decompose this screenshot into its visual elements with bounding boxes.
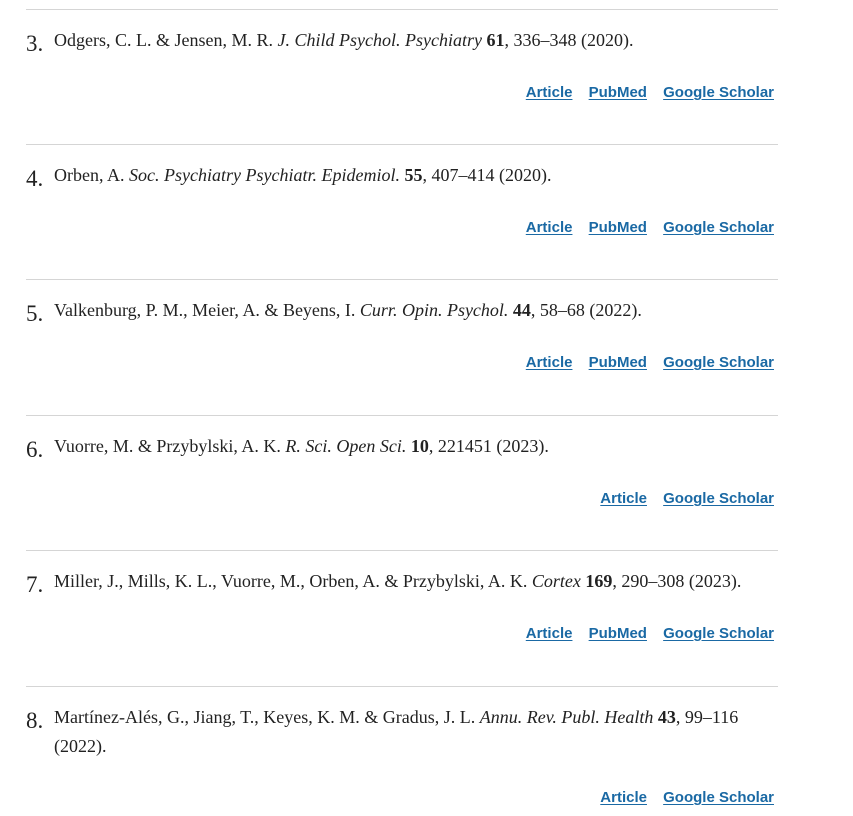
article-link[interactable]: Article: [600, 490, 647, 507]
citation-volume: 43: [657, 707, 676, 727]
reference-links: [526, 83, 774, 103]
divider: [26, 279, 778, 280]
citation-text: [54, 432, 776, 461]
reference-number: 3.: [26, 31, 44, 56]
article-link[interactable]: Article: [525, 84, 573, 101]
citation-pages-year: , 336–348 (2020).: [504, 30, 634, 50]
reference-number: 6.: [26, 437, 44, 462]
reference-number: 7.: [26, 572, 44, 597]
citation-authors: Valkenburg, P. M., Meier, A. & Beyens, I.: [54, 300, 356, 320]
google-scholar-link[interactable]: Google Scholar: [663, 789, 774, 806]
reference-number: 5.: [26, 301, 44, 326]
divider: [26, 415, 778, 416]
citation-authors: Martínez-Alés, G., Jiang, T., Keyes, K. M. & Gradus, J. L.: [54, 707, 476, 727]
pubmed-link[interactable]: PubMed: [588, 219, 647, 236]
citation-journal: Cortex: [531, 571, 581, 591]
citation-text: [54, 26, 776, 55]
citation-journal: Curr. Opin. Psychol.: [359, 300, 509, 320]
pubmed-link[interactable]: PubMed: [588, 84, 647, 101]
pubmed-link[interactable]: PubMed: [588, 354, 647, 371]
citation-volume: 10: [410, 436, 429, 456]
citation-pages-year: , 407–414 (2020).: [422, 165, 552, 185]
reference-links: [526, 218, 774, 238]
citation-text: [54, 567, 776, 596]
divider: [26, 144, 778, 145]
citation-authors: Vuorre, M. & Przybylski, A. K.: [54, 436, 281, 456]
citation-volume: 55: [404, 165, 423, 185]
citation-text: [54, 296, 776, 325]
google-scholar-link[interactable]: Google Scholar: [663, 625, 774, 642]
article-link[interactable]: Article: [600, 789, 647, 806]
citation-authors: Odgers, C. L. & Jensen, M. R.: [54, 30, 273, 50]
citation-authors: Miller, J., Mills, K. L., Vuorre, M., Orben, A. & Przybylski, A. K.: [54, 571, 528, 591]
google-scholar-link[interactable]: Google Scholar: [663, 84, 774, 101]
citation-volume: 61: [486, 30, 505, 50]
reference-number: 4.: [26, 166, 44, 191]
divider: [26, 9, 778, 10]
citation-volume: 169: [585, 571, 613, 591]
citation-pages-year: , 221451 (2023).: [428, 436, 549, 456]
google-scholar-link[interactable]: Google Scholar: [663, 490, 774, 507]
reference-links: [526, 353, 774, 373]
google-scholar-link[interactable]: Google Scholar: [663, 354, 774, 371]
citation-pages-year: , 290–308 (2023).: [612, 571, 742, 591]
article-link[interactable]: Article: [525, 219, 573, 236]
citation-journal: J. Child Psychol. Psychiatry: [277, 30, 482, 50]
article-link[interactable]: Article: [525, 354, 573, 371]
citation-journal: Soc. Psychiatry Psychiatr. Epidemiol.: [129, 165, 400, 185]
article-link[interactable]: Article: [525, 625, 573, 642]
citation-pages-year: , 99–116 (2022).: [54, 707, 739, 756]
reference-links: [600, 489, 774, 509]
google-scholar-link[interactable]: Google Scholar: [663, 219, 774, 236]
reference-number: 8.: [26, 708, 44, 733]
citation-journal: R. Sci. Open Sci.: [285, 436, 407, 456]
citation-authors: Orben, A.: [54, 165, 125, 185]
reference-links: [526, 624, 774, 644]
reference-links: [600, 788, 774, 808]
citation-pages-year: , 58–68 (2022).: [530, 300, 642, 320]
divider: [26, 550, 778, 551]
citation-journal: Annu. Rev. Publ. Health: [479, 707, 654, 727]
citation-volume: 44: [512, 300, 531, 320]
divider: [26, 686, 778, 687]
citation-text: [54, 161, 776, 190]
pubmed-link[interactable]: PubMed: [588, 625, 647, 642]
citation-text: [54, 703, 776, 761]
